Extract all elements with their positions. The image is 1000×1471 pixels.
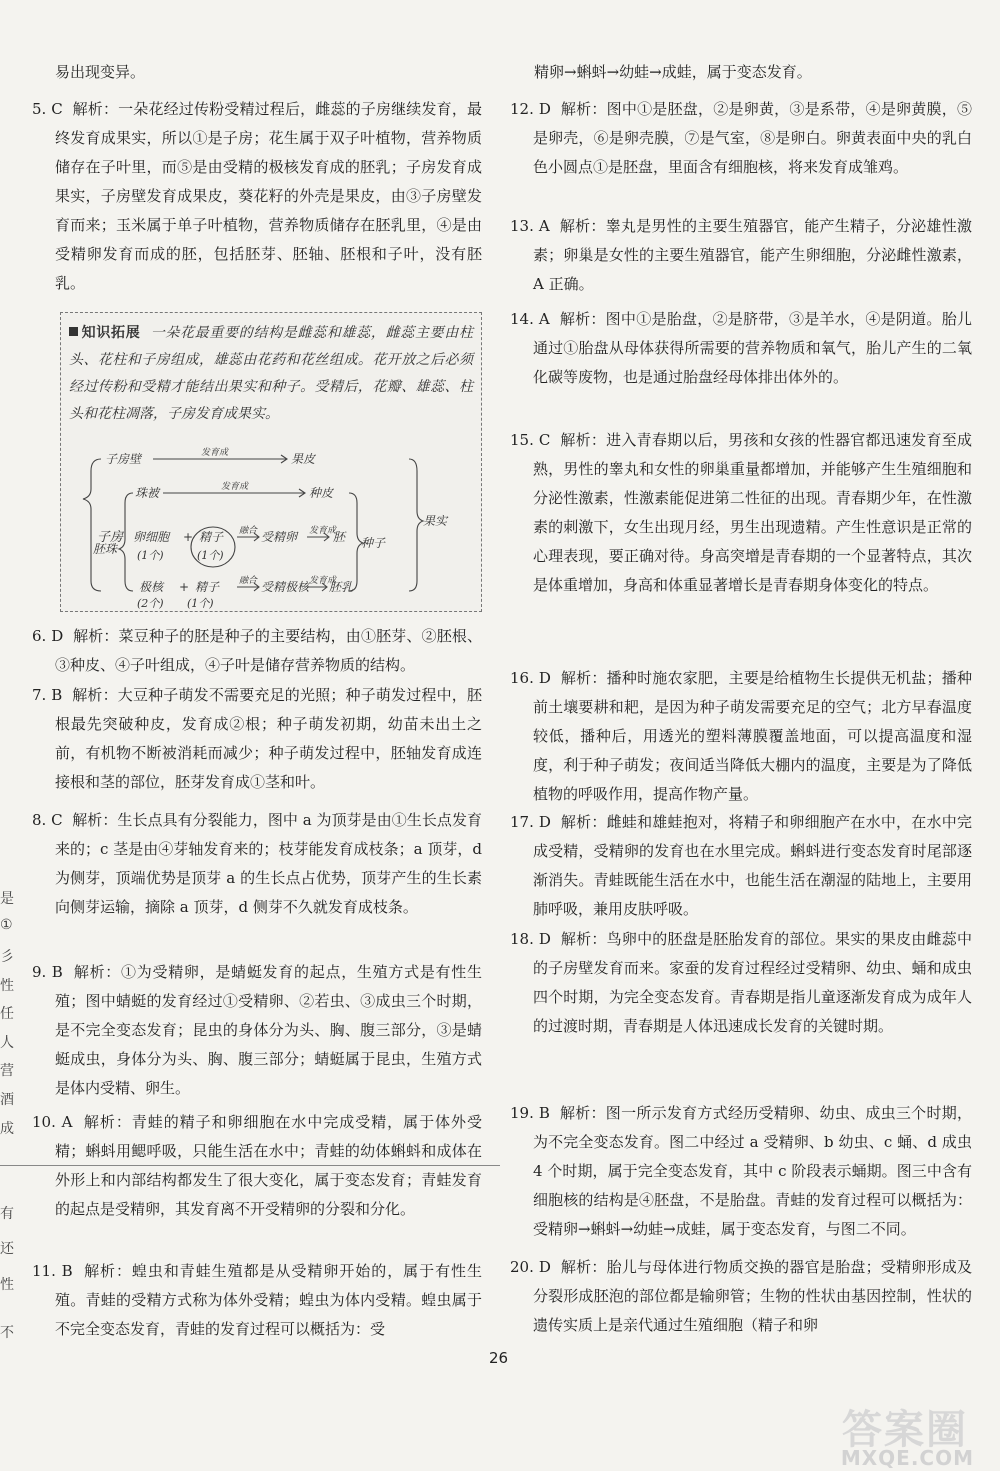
answer-item [510,212,972,299]
diagram-label: 胚珠 [93,542,118,556]
diagram-label: (2个) [137,597,164,609]
answer-number: 12. D [510,100,551,118]
knowledge-box [60,312,482,612]
knowledge-box-title: 知识拓展 [69,325,140,341]
diagram-label: 受精卵 [261,530,298,544]
answer-text: 解析：菜豆种子的胚是种子的主要结构，由①胚芽、②胚根、③种皮、④子叶组成，④子叶是储存营养物质的结构。 [55,627,482,674]
margin-char: 人 [0,1035,14,1051]
diagram-label: (1个) [187,597,214,609]
watermark-logo [778,1398,978,1468]
diagram-label: 发育成 [201,448,229,458]
diagram-label: 珠被 [135,486,160,500]
diagram-label: 子房 [97,530,124,545]
answer-text: 解析：胎儿与母体进行物质交换的器官是胎盘；受精卵形成及分裂形成胚泡的部位都是输卵管；生物的性状由基因控制，性状的遗传实质上是亲代通过生殖细胞（精子和卵 [533,1258,972,1334]
answer-item [510,808,972,924]
answer-item [32,806,482,922]
answer-item [510,426,972,600]
answer-text: 解析：一朵花经过传粉受精过程后，雌蕊的子房继续发育，最终发育成果实，所以①是子房；花生属于双子叶植物，营养物质储存在子叶里，而⑤是由受精的极核发育成的胚乳；子房发育成果实，子房壁发育成果皮，葵花籽的外壳是果皮，由③子房壁发育而来；玉米属于单子叶植物，营养物质储存在胚乳里，④是由受精卵发育而成的胚，包括胚芽、胚轴、胚根和子叶，没有胚乳。 [55,100,482,292]
diagram-label: (1个) [197,549,224,562]
diagram-label: 果实 [423,514,448,528]
answer-item [32,622,482,680]
answer-number: 10. A [32,1113,73,1131]
diagram-label: 发育成 [309,576,337,586]
margin-char: 还 [0,1241,14,1257]
answer-text: 解析：雌蛙和雄蛙抱对，将精子和卵细胞产在水中，在水中完成受精，受精卵的发育也在水里完成。蝌蚪进行变态发育时尾部逐渐消失。青蛙既能生活在水中，也能生活在潮湿的陆地上，主要用肺呼吸，兼用皮肤呼吸。 [533,813,972,918]
margin-char: 彡 [0,949,14,965]
answer-number: 15. C [510,431,551,449]
margin-char: 性 [0,978,14,994]
margin-char: 不 [0,1325,14,1341]
diagram-label: 受精极核 [261,580,310,594]
answer-number: 19. B [510,1104,550,1122]
answer-number: 5. C [32,100,63,118]
answer-text: 解析：播种时施农家肥，主要是给植物生长提供无机盐；播种前土壤要耕和耙，是因为种子萌发需要充足的空气；北方早春温度较低，播种后，用透光的塑料薄膜覆盖地面，可以提高温度和湿度，利于种子萌发；夜间适当降低大棚内的温度，主要是为了降低植物的呼吸作用，提高作物产量。 [533,669,972,803]
diagram-label: 胚 [333,530,346,544]
diagram-label: 种子 [361,536,386,550]
diagram-label: 极核 [139,580,164,594]
answer-number: 6. D [32,627,64,645]
answer-item [510,925,972,1041]
answer-text: 解析：进入青春期以后，男孩和女孩的性器官都迅速发育至成熟，男性的睾丸和女性的卵巢重量都增加，并能够产生生殖细胞和分泌性激素，性激素能促进第二性征的出现。青春期少年，在性激素的刺激下，女生出现月经，男生出现遗精。产生性意识是正常的心理表现，要正确对待。身高突增是青春期的一个显著特点，其次是体重增加，身高和体重显著增长是青春期身体变化的特点。 [533,431,972,594]
answer-text: 解析：生长点具有分裂能力，图中 a 为顶芽是由①生长点发育来的；c 茎是由④芽轴发育来的；枝芽能发育成枝条；a 顶芽，d 为侧芽，顶端优势是顶芽 a 的生长点占优势，顶芽产生的生长素向侧芽运输，摘除 a 顶芽，d 侧芽不久就发育成枝条。 [55,811,482,916]
answer-text: 解析：①为受精卵，是蜻蜓发育的起点，生殖方式是有性生殖；图中蜻蜓的发育经过①受精卵、②若虫、③成虫三个时期，是不完全变态发育；昆虫的身体分为头、胸、腹三部分，③是蜻蜓成虫，身体分为头、胸、腹三部分；蜻蜓属于昆虫，生殖方式是体内受精、卵生。 [55,963,482,1097]
diagram-label: + [183,530,194,544]
flower-development-diagram [61,441,481,609]
answer-text: 解析：大豆种子萌发不需要充足的光照；种子萌发过程中，胚根最先突破种皮，发育成②根；种子萌发初期，幼苗未出土之前，有机物不断被消耗而减少；种子萌发过程中，胚轴发育成连接根和茎的部位，胚芽发育成①茎和叶。 [55,686,482,791]
answer-item [32,1108,482,1224]
answer-number: 13. A [510,217,550,235]
margin-char: 性 [0,1277,14,1293]
answer-number: 11. B [32,1262,73,1280]
answer-item [510,58,972,87]
answer-text: 精卵→蝌蚪→幼蛙→成蛙，属于变态发育。 [534,63,812,81]
margin-char: 酒 [0,1092,14,1108]
answer-text: 解析：图中①是胎盘，②是脐带，③是羊水，④是阴道。胎儿通过①胎盘从母体获得所需要的营养物质和氧气，胎儿产生的二氧化碳等废物，也是通过胎盘经母体排出体外的。 [533,310,972,386]
answer-text: 解析：图一所示发育方式经历受精卵、幼虫、成虫三个时期，为不完全变态发育。图二中经过 a 受精卵、b 幼虫、c 蛹、d 成虫 4 个时期，属于完全变态发育，其中 c 阶段表示蛹期。图三中含有细胞核的结构是④胚盘，不是胎盘。青蛙的发育过程可以概括为：受精卵→蝌蚪→幼蛙→成蛙，属于变态发育，与图二不同。 [533,1104,972,1238]
margin-char: 营 [0,1063,14,1079]
answer-text: 易出现变异。 [55,63,146,81]
answer-item [32,95,482,298]
answer-text: 解析：蝗虫和青蛙生殖都是从受精卵开始的，属于有性生殖。青蛙的受精方式称为体外受精；蝗虫为体内受精。蝗虫属于不完全变态发育，青蛙的发育过程可以概括为：受 [55,1262,482,1338]
diagram-label: 种皮 [309,486,334,500]
diagram-label: + [179,580,190,594]
answer-number: 8. C [32,811,63,829]
diagram-label: 发育成 [309,526,337,536]
answer-number: 14. A [510,310,550,328]
diagram-label: 胚乳 [329,580,354,594]
answer-item [510,1099,972,1244]
watermark-bottom-text: MXQE.COM [840,1446,974,1470]
diagram-label: 发育成 [221,482,249,492]
answer-item [32,681,482,797]
answer-text: 解析：睾丸是男性的主要生殖器官，能产生精子，分泌雄性激素；卵巢是女性的主要生殖器官，能产生卵细胞，分泌雌性激素，A 正确。 [533,217,972,293]
diagram-label: 果皮 [291,452,316,466]
answer-number: 16. D [510,669,551,687]
answer-text: 解析：青蛙的精子和卵细胞在水中完成受精，属于体外受精；蝌蚪用鳃呼吸，只能生活在水中；青蛙的幼体蝌蚪和成体在外形上和内部结构都发生了很大变化，属于变态发育；青蛙发育的起点是受精卵，其发育离不开受精卵的分裂和分化。 [55,1113,482,1218]
knowledge-box-text-wrap [69,320,473,428]
answer-item [510,664,972,809]
answer-number: 17. D [510,813,551,831]
answer-text: 解析：图中①是胚盘，②是卵黄，③是系带，④是卵黄膜，⑤是卵壳，⑥是卵壳膜，⑦是气室，⑧是卵白。卵黄表面中央的乳白色小圆点①是胚盘，里面含有细胞核，将来发育成雏鸡。 [533,100,972,176]
answer-item [32,58,482,87]
diagram-label: 精子 [195,580,220,594]
diagram-label: 融合 [239,576,258,586]
diagram-label: 子房壁 [105,452,142,466]
answer-item [510,95,972,182]
answer-number: 20. D [510,1258,551,1276]
answer-item [510,1253,972,1340]
margin-char: 是 [0,891,14,907]
margin-char: 有 [0,1206,14,1222]
diagram-label: 卵细胞 [133,530,170,544]
answer-number: 7. B [32,686,63,704]
margin-char: 任 [0,1006,14,1022]
answer-number: 18. D [510,930,551,948]
answer-text: 解析：鸟卵中的胚盘是胚胎发育的部位。果实的果皮由雌蕊中的子房壁发育而来。家蚕的发育过程经过受精卵、幼虫、蛹和成虫四个时期，为完全变态发育。青春期是指儿童逐渐发育成为成年人的过渡时期，青春期是人体迅速成长发育的关键时期。 [533,930,972,1035]
diagram-label: (1个) [137,549,164,562]
knowledge-box-text: 一朵花最重要的结构是雌蕊和雄蕊，雌蕊主要由柱头、花柱和子房组成，雄蕊由花药和花丝组成。花开放之后必须经过传粉和受精才能结出果实和种子。受精后，花瓣、雄蕊、柱头和花柱凋落，子房发育成果实。 [69,325,474,422]
diagram-label: 精子 [199,530,224,544]
answer-number: 9. B [32,963,63,981]
answer-item [32,1257,482,1344]
answer-item [32,958,482,1103]
margin-char: 成 [0,1121,14,1137]
margin-char: ① [0,917,13,933]
page-number: 26 [489,1349,509,1367]
diagram-label: 融合 [239,526,258,536]
answer-item [510,305,972,392]
watermark-top-text: 答案圈 [842,1407,968,1453]
